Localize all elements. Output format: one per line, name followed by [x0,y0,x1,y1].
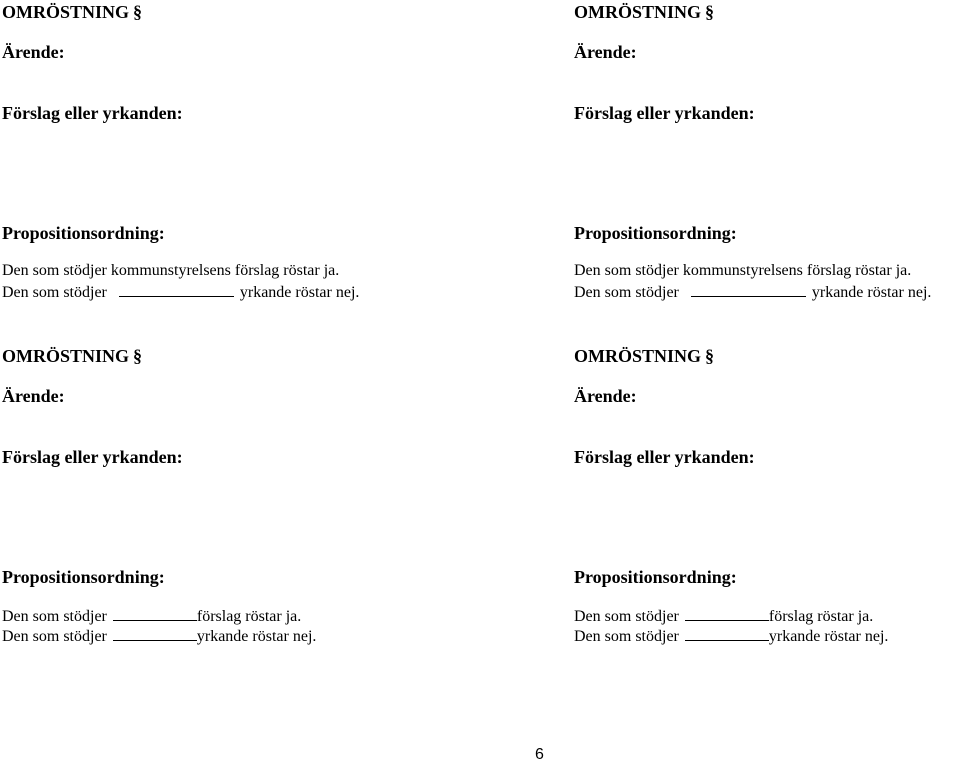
voting-card-3 [2,345,392,665]
arende-label: Ärende: [2,386,65,406]
forslag-label: Förslag eller yrkanden: [2,447,183,467]
proposition-row-nej: Den som stödjer yrkande röstar nej. [2,625,316,647]
page-number: 6 [535,746,544,763]
section-mark: § [133,2,143,22]
proposition-row-ja: Den som stödjer förslag röstar ja. [574,605,873,627]
fill-in-blank[interactable] [113,625,197,641]
card-title: OMRÖSTNING § [574,2,715,22]
proposition-row-nej: Den som stödjer yrkande röstar nej. [2,281,359,303]
arende-label: Ärende: [2,42,65,62]
arende-label: Ärende: [574,386,637,406]
card-title: OMRÖSTNING § [2,2,143,22]
forslag-label: Förslag eller yrkanden: [574,447,755,467]
propositionsordning-label: Propositionsordning: [574,223,737,243]
proposition-row-nej: Den som stödjer yrkande röstar nej. [574,625,888,647]
fill-in-blank[interactable] [119,281,234,297]
fill-in-blank[interactable] [685,605,769,621]
voting-card-4 [574,345,960,665]
section-mark: § [705,2,715,22]
fill-in-blank[interactable] [685,625,769,641]
fill-in-blank[interactable] [691,281,806,297]
propositionsordning-label: Propositionsordning: [2,567,165,587]
section-mark: § [133,346,143,366]
forslag-label: Förslag eller yrkanden: [2,103,183,123]
propositionsordning-label: Propositionsordning: [2,223,165,243]
card-title: OMRÖSTNING § [574,346,715,366]
fill-in-blank[interactable] [113,605,197,621]
proposition-row-ja: Den som stödjer förslag röstar ja. [2,605,301,627]
proposition-row-ja: Den som stödjer kommunstyrelsens förslag röstar ja. [2,262,340,279]
card-title: OMRÖSTNING § [2,346,143,366]
proposition-row-ja: Den som stödjer kommunstyrelsens förslag röstar ja. [574,262,912,279]
voting-card-2 [574,1,960,321]
arende-label: Ärende: [574,42,637,62]
voting-card-1 [2,1,392,321]
section-mark: § [705,346,715,366]
proposition-row-nej: Den som stödjer yrkande röstar nej. [574,281,931,303]
forslag-label: Förslag eller yrkanden: [574,103,755,123]
propositionsordning-label: Propositionsordning: [574,567,737,587]
